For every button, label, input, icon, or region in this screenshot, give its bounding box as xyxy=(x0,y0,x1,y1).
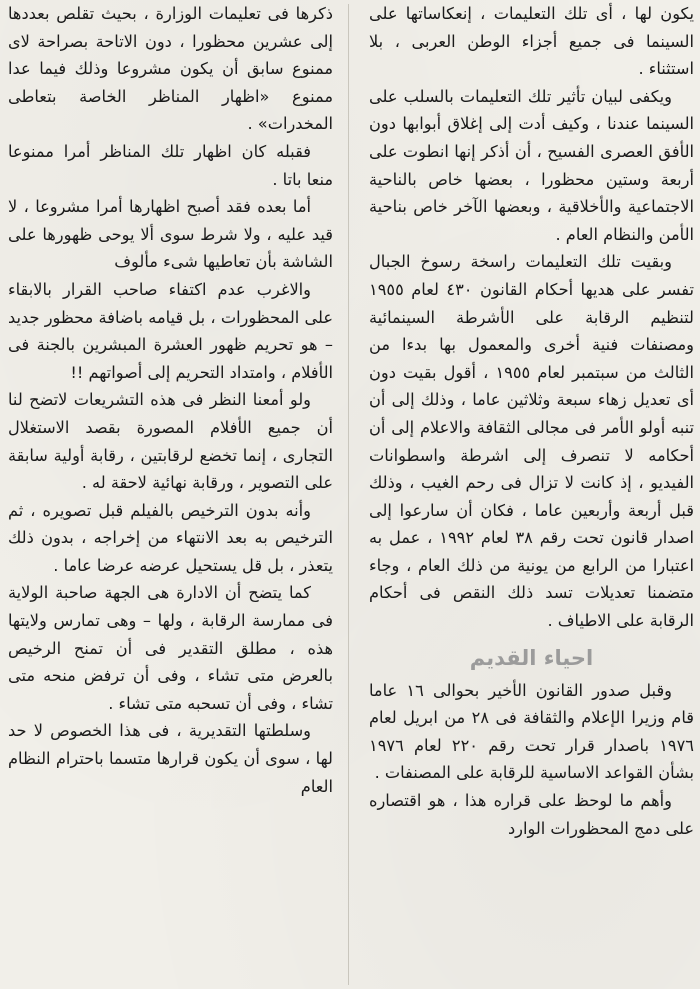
article-paragraph: فقبله كان اظهار تلك المناظر أمرا ممنوعا منعا باتا . xyxy=(8,141,333,189)
article-paragraph: ويكفى لبيان تأثير تلك التعليمات بالسلب على السينما عندنا ، وكيف أدت إلى إغلاق أبوابها دون الأفق العصرى الفسيح ، أن أذكر إنها انطوت على أربعة وستين محظورا ، بعضها خاص بالناحية الاجتماعية والأخلاقية ، وبعضها الآخر خاص بناحية الأمن والنظام العام . xyxy=(369,86,694,244)
article-column-right xyxy=(369,0,694,989)
article-paragraph: وبقيت تلك التعليمات راسخة رسوخ الجبال تفسر على هديها أحكام القانون ٤٣٠ لعام ١٩٥٥ لتنظيم الرقابة على الأشرطة السينمائية ومصنفات فنية أخرى والمعمول بها بدءا من الثالث من سبتمبر لعام ١٩٥٥ ، أقول بقيت دون أى تعديل زهاء سبعة وثلاثين عاما ، وذلك إلى أن تنبه أولو الأمر فى مجالى الثقافة والاعلام إلى أن أحكامه لا تنصرف إلى اشرطة واسطوانات الفيديو ، إذ كانت لا تزال فى رحم الغيب ، وذلك قبل أربعة وأربعين عاما ، فكان أن سارعوا إلى اصدار قانون تحت رقم ٣٨ لعام ١٩٩٢ ، عمل به اعتبارا من الرابع من يونية من ذلك العام ، وجاء متضمنا تعديلات تسد ذلك النقص فى أحكام الرقابة على الاطياف . xyxy=(369,252,694,631)
article-paragraph: ولو أمعنا النظر فى هذه التشريعات لاتضح لنا أن جميع الأفلام المصورة بقصد الاستغلال التجارى ، إنما تخضع لرقابتين ، رقابة أولية سابقة على التصوير ، ورقابة نهائية لاحقة له . xyxy=(8,390,333,493)
article-paragraph: ذكرها فى تعليمات الوزارة ، بحيث تقلص بعددها إلى عشرين محظورا ، دون الاتاحة بصراحة لاى ممنوع سابق أن يكون مشروعا وذلك فيما عدا ممنوع «اظهار المناظر الخاصة بتعاطى المخدرات» . xyxy=(8,4,333,134)
column-divider xyxy=(348,4,349,985)
article-paragraph: كما يتضح أن الادارة هى الجهة صاحبة الولاية فى ممارسة الرقابة ، ولها – وهى تمارس ولايتها هذه ، مطلق التقدير فى أن تمنح الرخيص بالعرض متى تشاء ، وفى أن ترفض منحه متى تشاء ، وفى أن تسحبه متى تشاء . xyxy=(8,583,333,713)
section-subheading: احياء القديم xyxy=(469,645,594,670)
article-paragraph: وأنه بدون الترخيص بالفيلم قبل تصويره ، ثم الترخيص به بعد الانتهاء من إخراجه ، بدون ذلك يتعذر ، بل قل يستحيل عرضه عرضا عاما . xyxy=(8,500,333,575)
article-column-left xyxy=(8,0,333,989)
article-paragraph: يكون لها ، أى تلك التعليمات ، إنعكاساتها على السينما فى جميع أجزاء الوطن العربى ، بلا استثناء . xyxy=(369,4,694,79)
article-paragraph: أما بعده فقد أصبح اظهارها أمرا مشروعا ، لا قيد عليه ، ولا شرط سوى ألا يوحى ظهورها على الشاشة بأن تعاطيها شىء مألوف xyxy=(8,197,333,272)
article-paragraph: وقبل صدور القانون الأخير بحوالى ١٦ عاما قام وزيرا الإعلام والثقافة فى ٢٨ من ابريل لعام ١٩٧٦ باصدار قرار تحت رقم ٢٢٠ لعام ١٩٧٦ بشأن القواعد الاساسية للرقابة على المصنفات . xyxy=(369,680,694,783)
article-paragraph: وأهم ما لوحظ على قراره هذا ، هو اقتصاره على دمج المحظورات الوارد xyxy=(369,791,694,838)
article-paragraph: وسلطتها التقديرية ، فى هذا الخصوص لا حد لها ، سوى أن يكون قرارها متسما باحترام النظام العام xyxy=(8,721,333,796)
article-paragraph: والاغرب عدم اكتفاء صاحب القرار بالابقاء على المحظورات ، بل قيامه باضافة محظور جديد – هو تحريم ظهور العشرة المبشرين بالجنة فى الأفلام ، وامتداد التحريم إلى أصواتهم !! xyxy=(8,279,333,382)
